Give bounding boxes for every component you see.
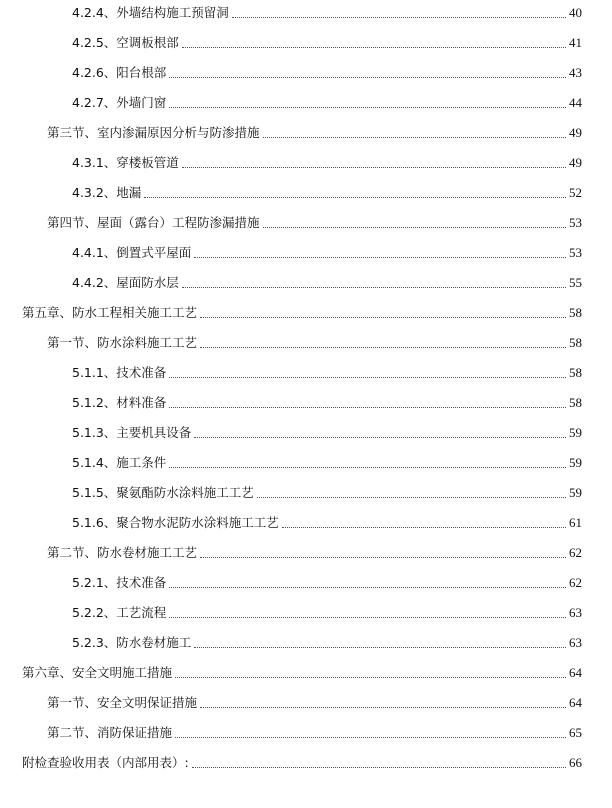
toc-entry-section-4[interactable] bbox=[0, 212, 612, 234]
toc-page-number: 62 bbox=[569, 575, 582, 590]
toc-entry-label: 5.1.4、施工条件 bbox=[72, 455, 167, 470]
toc-entry-label: 5.2.1、技术准备 bbox=[72, 575, 167, 590]
dot-leader bbox=[169, 406, 566, 408]
toc-entry-label: 第一节、防水涂料施工工艺 bbox=[47, 335, 198, 350]
toc-entry-section-6-1[interactable] bbox=[0, 692, 612, 714]
toc-entry-label: 第四节、屋面（露台）工程防渗漏措施 bbox=[47, 215, 260, 230]
toc-page-number: 58 bbox=[569, 395, 582, 410]
dot-leader bbox=[182, 46, 566, 48]
toc-page-number: 59 bbox=[569, 455, 582, 470]
dot-leader bbox=[232, 16, 566, 18]
toc-entry-label: 4.2.5、空调板根部 bbox=[72, 35, 179, 50]
dot-leader bbox=[194, 256, 566, 258]
toc-entry-label: 4.2.7、外墙门窗 bbox=[72, 95, 167, 110]
toc-entry-label: 5.1.5、聚氨酯防水涂料施工工艺 bbox=[72, 485, 254, 500]
toc-entry-label: 第二节、防水卷材施工工艺 bbox=[47, 545, 198, 560]
dot-leader bbox=[144, 196, 566, 198]
toc-entry-5-1-5[interactable] bbox=[0, 482, 612, 504]
dot-leader bbox=[169, 76, 566, 78]
toc-entry-5-1-3[interactable] bbox=[0, 422, 612, 444]
toc-page-number: 64 bbox=[569, 695, 582, 710]
toc-entry-label: 第六章、安全文明施工措施 bbox=[22, 665, 173, 680]
toc-entry-label: 第三节、室内渗漏原因分析与防渗措施 bbox=[47, 125, 260, 140]
toc-page-number: 53 bbox=[569, 245, 582, 260]
toc-entry-label: 附检查验收用表（内部用表）: bbox=[22, 755, 189, 770]
toc-page-number: 55 bbox=[569, 275, 582, 290]
toc-page-number: 64 bbox=[569, 665, 582, 680]
toc-entry-label: 4.2.4、外墙结构施工预留洞 bbox=[72, 5, 229, 20]
dot-leader bbox=[263, 226, 566, 228]
toc-page-number: 66 bbox=[569, 755, 582, 770]
toc-entry-appendix[interactable] bbox=[0, 752, 612, 774]
toc-page-number: 49 bbox=[569, 155, 582, 170]
toc-entry-4-2-7[interactable] bbox=[0, 92, 612, 114]
toc-entry-label: 5.1.2、材料准备 bbox=[72, 395, 167, 410]
toc-entry-section-6-2[interactable] bbox=[0, 722, 612, 744]
toc-page-number: 58 bbox=[569, 365, 582, 380]
toc-entry-5-1-1[interactable] bbox=[0, 362, 612, 384]
toc-entry-label: 5.1.3、主要机具设备 bbox=[72, 425, 192, 440]
toc-entry-4-4-2[interactable] bbox=[0, 272, 612, 294]
toc-entry-label: 5.1.6、聚合物水泥防水涂料施工工艺 bbox=[72, 515, 279, 530]
toc-page-number: 59 bbox=[569, 485, 582, 500]
dot-leader bbox=[169, 376, 566, 378]
toc-entry-chapter-6[interactable] bbox=[0, 662, 612, 684]
toc-page-number: 43 bbox=[569, 65, 582, 80]
toc-entry-4-4-1[interactable] bbox=[0, 242, 612, 264]
toc-entry-label: 第五章、防水工程相关施工工艺 bbox=[22, 305, 198, 320]
dot-leader bbox=[169, 616, 566, 618]
toc-entry-4-2-4[interactable] bbox=[0, 2, 612, 24]
toc-entry-4-2-6[interactable] bbox=[0, 62, 612, 84]
toc-entry-4-3-2[interactable] bbox=[0, 182, 612, 204]
toc-entry-section-3[interactable] bbox=[0, 122, 612, 144]
toc-entry-label: 5.2.3、防水卷材施工 bbox=[72, 635, 192, 650]
dot-leader bbox=[175, 676, 566, 678]
dot-leader bbox=[200, 346, 566, 348]
toc-page-number: 63 bbox=[569, 635, 582, 650]
toc-entry-label: 4.3.1、穿楼板管道 bbox=[72, 155, 179, 170]
dot-leader bbox=[182, 166, 566, 168]
dot-leader bbox=[282, 526, 566, 528]
toc-page-number: 40 bbox=[569, 5, 582, 20]
dot-leader bbox=[192, 766, 566, 768]
toc-entry-5-1-6[interactable] bbox=[0, 512, 612, 534]
toc-entry-label: 4.2.6、阳台根部 bbox=[72, 65, 167, 80]
toc-entry-label: 4.3.2、地漏 bbox=[72, 185, 142, 200]
toc-entry-label: 4.4.2、屋面防水层 bbox=[72, 275, 179, 290]
dot-leader bbox=[194, 646, 566, 648]
dot-leader bbox=[182, 286, 566, 288]
toc-entry-5-2-1[interactable] bbox=[0, 572, 612, 594]
toc-entry-label: 5.1.1、技术准备 bbox=[72, 365, 167, 380]
toc-page-number: 52 bbox=[569, 185, 582, 200]
toc-page-number: 62 bbox=[569, 545, 582, 560]
dot-leader bbox=[194, 436, 566, 438]
toc-page-number: 41 bbox=[569, 35, 582, 50]
toc-page-number: 63 bbox=[569, 605, 582, 620]
toc-page-number: 53 bbox=[569, 215, 582, 230]
dot-leader bbox=[175, 736, 566, 738]
toc-page-number: 59 bbox=[569, 425, 582, 440]
dot-leader bbox=[169, 586, 566, 588]
dot-leader bbox=[263, 136, 566, 138]
toc-entry-section-5-1[interactable] bbox=[0, 332, 612, 354]
toc-page-number: 65 bbox=[569, 725, 582, 740]
dot-leader bbox=[200, 316, 566, 318]
toc-entry-label: 5.2.2、工艺流程 bbox=[72, 605, 167, 620]
toc-page-number: 58 bbox=[569, 305, 582, 320]
dot-leader bbox=[169, 106, 566, 108]
dot-leader bbox=[257, 496, 566, 498]
toc-page-number: 44 bbox=[569, 95, 582, 110]
toc-page-number: 58 bbox=[569, 335, 582, 350]
toc-entry-5-1-2[interactable] bbox=[0, 392, 612, 414]
toc-entry-4-3-1[interactable] bbox=[0, 152, 612, 174]
dot-leader bbox=[200, 706, 566, 708]
toc-entry-label: 4.4.1、倒置式平屋面 bbox=[72, 245, 192, 260]
toc-page-number: 61 bbox=[569, 515, 582, 530]
toc-entry-label: 第一节、安全文明保证措施 bbox=[47, 695, 198, 710]
toc-entry-label: 第二节、消防保证措施 bbox=[47, 725, 173, 740]
toc-entry-5-2-2[interactable] bbox=[0, 602, 612, 624]
toc-entry-5-1-4[interactable] bbox=[0, 452, 612, 474]
dot-leader bbox=[200, 556, 566, 558]
toc-page-number: 49 bbox=[569, 125, 582, 140]
toc-entry-5-2-3[interactable] bbox=[0, 632, 612, 654]
toc-entry-4-2-5[interactable] bbox=[0, 32, 612, 54]
toc-entry-chapter-5[interactable] bbox=[0, 302, 612, 324]
dot-leader bbox=[169, 466, 566, 468]
toc-entry-section-5-2[interactable] bbox=[0, 542, 612, 564]
